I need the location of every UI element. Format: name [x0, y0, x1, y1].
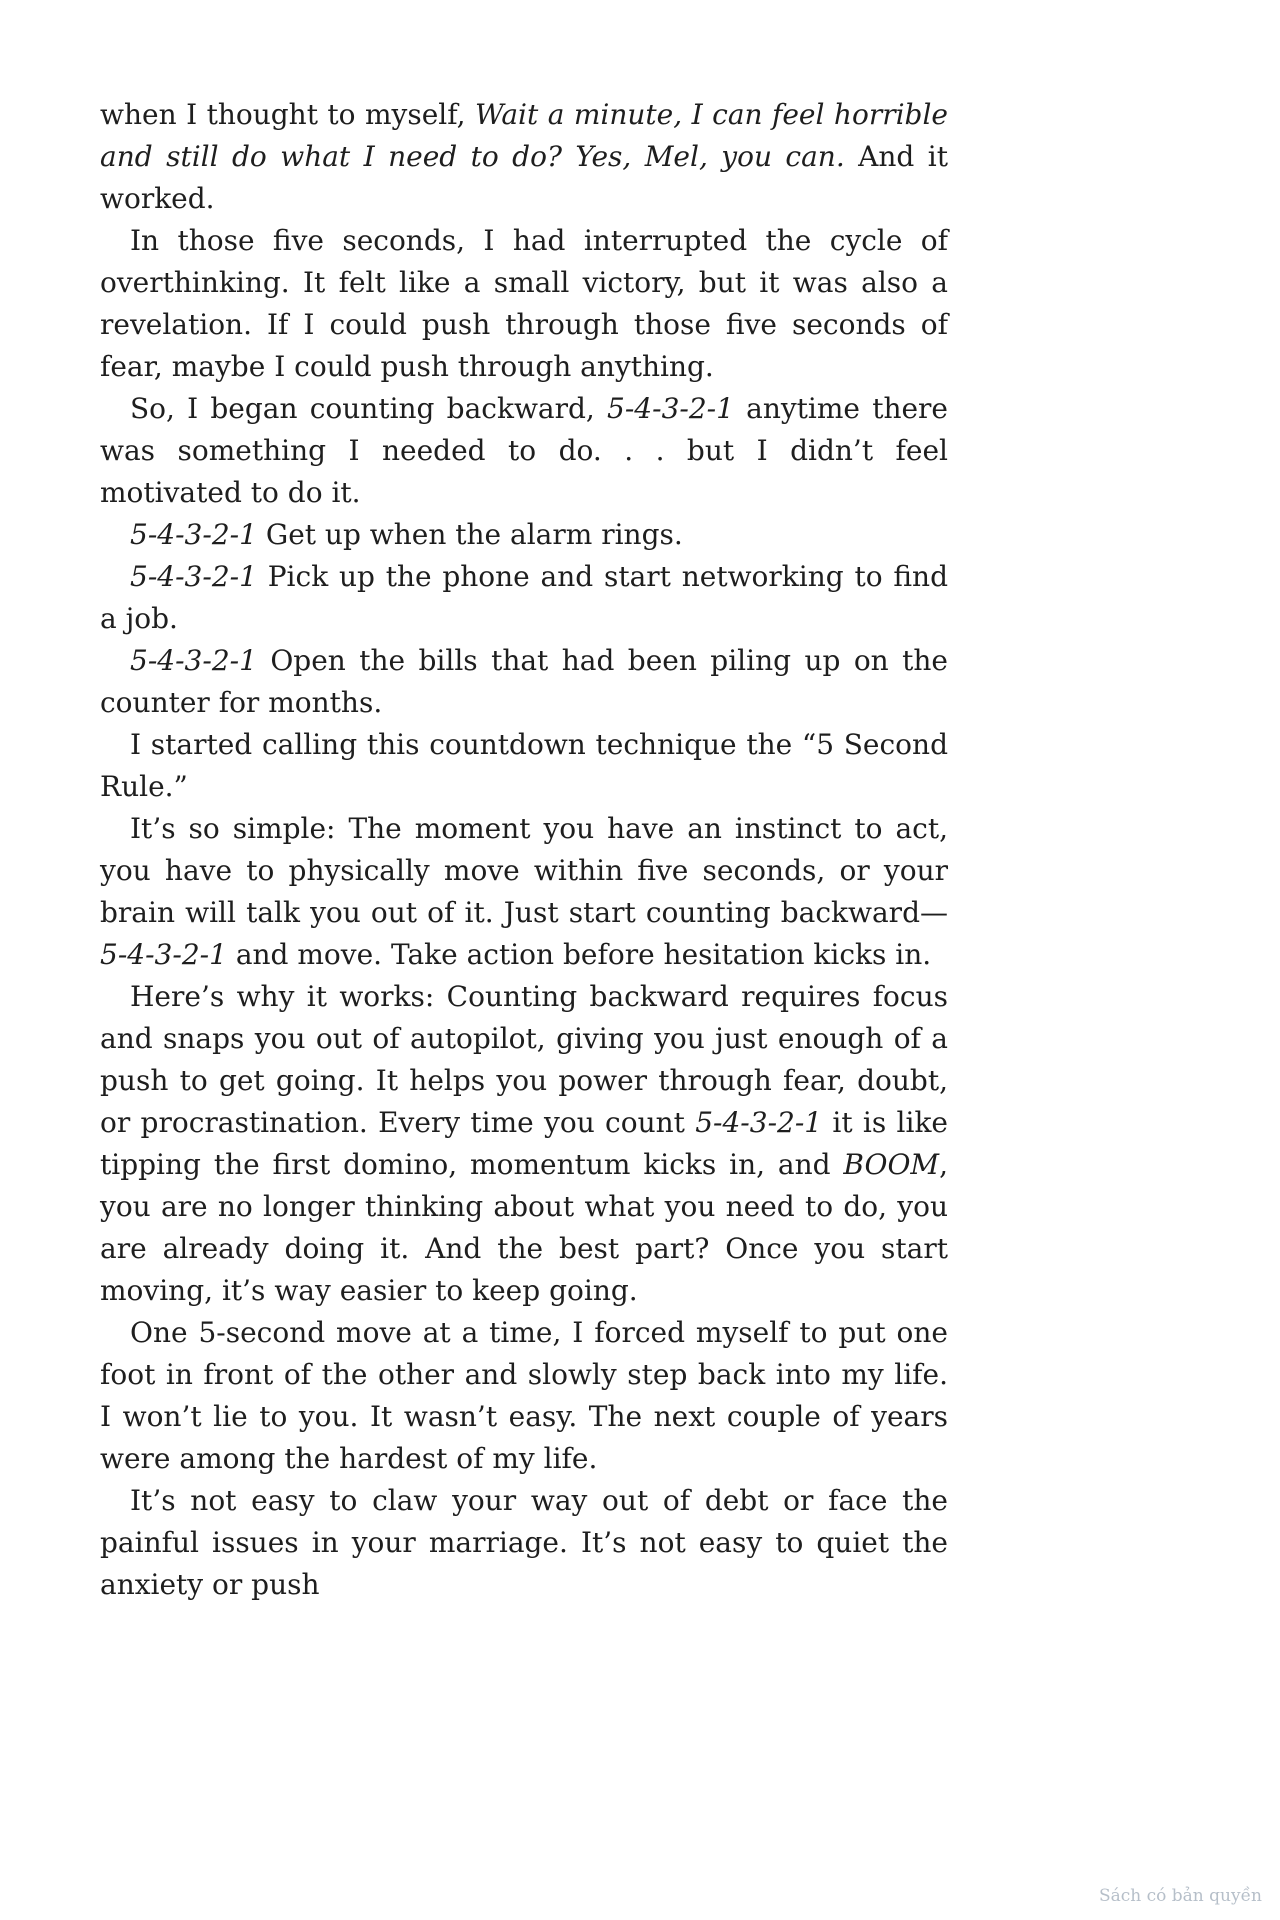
copyright-watermark: Sách có bản quyền [1098, 1886, 1262, 1906]
italic-text-run: 5-4-3-2-1 [695, 1106, 823, 1139]
text-run: Get up when the alarm rings. [256, 518, 683, 551]
paragraph [100, 1480, 948, 1606]
text-run: I started calling this countdown technique the “5 Second Rule.” [100, 728, 948, 803]
text-run: One 5-second move at a time, I forced myself to put one foot in front of the other and slowly step back into my life. I won’t lie to you. It wasn’t easy. The next couple of years were among the hardest of my life. [100, 1316, 948, 1475]
text-run: it is like tipping the first domino, momentum kicks in, and [100, 1106, 949, 1181]
text-run: So, I began counting backward, [130, 392, 608, 425]
italic-text-run: 5-4-3-2-1 [100, 938, 227, 971]
paragraph [100, 808, 948, 976]
paragraph [100, 976, 948, 1312]
text-run: when I thought to myself, [100, 98, 475, 131]
italic-text-run: 5-4-3-2-1 [607, 392, 734, 425]
text-run: and move. Take action before hesitation kicks in. [226, 938, 932, 971]
text-run: Pick up the phone and start networking to find a job. [100, 560, 948, 635]
text-run: It’s so simple: The moment you have an instinct to act, you have to physically move within five seconds, or your brain will talk you out of it. Just start counting backward— [100, 812, 948, 929]
text-run: Here’s why it works: Counting backward requires focus and snaps you out of autopilot, giving you just enough of a push to get going. It helps you power through fear, doubt, or procrastination. Every time you count [100, 980, 948, 1139]
text-run: And it worked. [100, 140, 948, 215]
paragraph [100, 1312, 948, 1480]
paragraph [100, 724, 948, 808]
italic-text-run: 5-4-3-2-1 [130, 518, 257, 551]
paragraph [100, 640, 948, 724]
text-run: , you are no longer thinking about what you need to do, you are already doing it. And the best part? Once you start moving, it’s way easier to keep going. [100, 1148, 948, 1307]
paragraph [100, 514, 948, 556]
book-page-text-block [100, 94, 948, 1606]
text-run: Open the bills that had been piling up on the counter for months. [100, 644, 948, 719]
text-run: anytime there was something I needed to do. . . but I didn’t feel motivated to do it. [100, 392, 949, 509]
paragraph [100, 388, 948, 514]
italic-text-run: 5-4-3-2-1 [130, 560, 257, 593]
italic-text-run: 5-4-3-2-1 [130, 644, 257, 677]
italic-text-run: Wait a minute, I can feel horrible and still do what I need to do? Yes, Mel, you can. [100, 98, 948, 173]
paragraph [100, 220, 948, 388]
italic-text-run: BOOM [843, 1148, 940, 1181]
paragraph [100, 94, 948, 220]
paragraph [100, 556, 948, 640]
text-run: In those five seconds, I had interrupted the cycle of overthinking. It felt like a small victory, but it was also a revelation. If I could push through those five seconds of fear, maybe I could push through anything. [100, 224, 948, 383]
text-run: It’s not easy to claw your way out of debt or face the painful issues in your marriage. It’s not easy to quiet the anxiety or push [100, 1484, 948, 1601]
